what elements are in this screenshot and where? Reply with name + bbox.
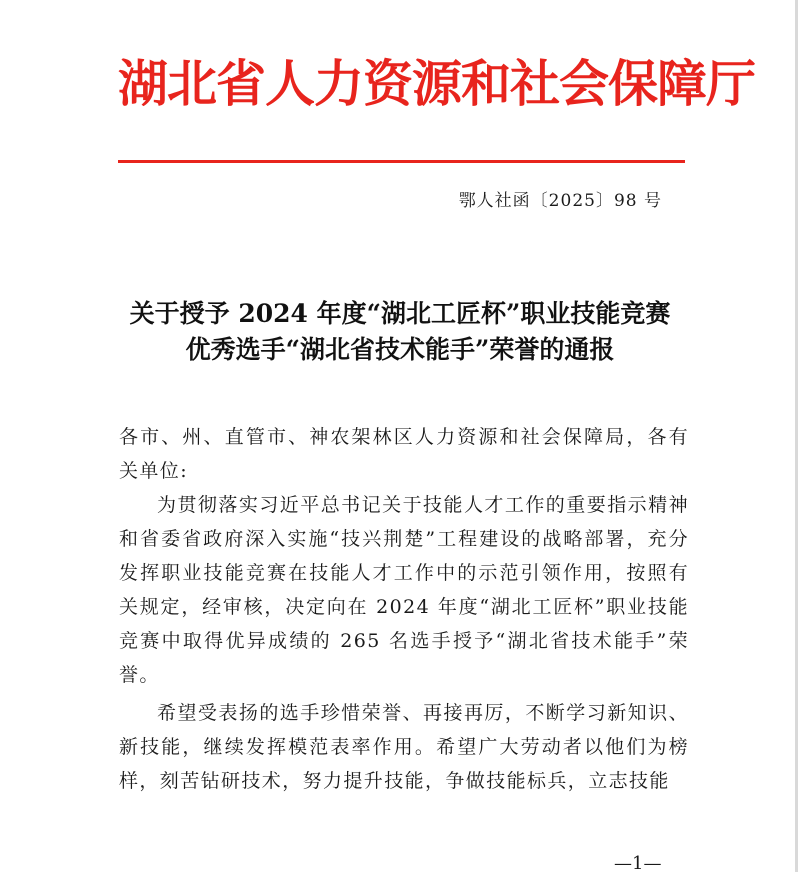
issuing-organization-title: 湖北省人力资源和社会保障厅 bbox=[118, 54, 755, 113]
document-title bbox=[90, 296, 710, 368]
page-number: —1— bbox=[614, 853, 662, 874]
body-paragraph-1: 为贯彻落实习近平总书记关于技能人才工作的重要指示精神和省委省政府深入实施“技兴荆楚”工程建设的战略部署，充分发挥职业技能竞赛在技能人才工作中的示范引领作用，按照有关规定，经审核，决定向在 2024 年度“湖北工匠杯”职业技能竞赛中取得优异成绩的 265 名选手授予“湖北省技术能手”荣誉。 bbox=[119, 494, 689, 686]
red-header-rule bbox=[118, 160, 685, 163]
document-title-line-1: 关于授予 2024 年度“湖北工匠杯”职业技能竞赛 bbox=[129, 299, 671, 328]
body-paragraph-2: 希望受表扬的选手珍惜荣誉、再接再厉，不断学习新知识、新技能，继续发挥模范表率作用。希望广大劳动者以他们为榜样，刻苦钻研技术，努力提升技能，争做技能标兵，立志技能 bbox=[119, 702, 689, 792]
document-number: 鄂人社函〔2025〕98 号 bbox=[458, 191, 662, 211]
document-body bbox=[119, 420, 689, 798]
document-title-line-2: 优秀选手“湖北省技术能手”荣誉的通报 bbox=[185, 335, 615, 364]
salutation: 各市、州、直管市、神农架林区人力资源和社会保障局，各有关单位: bbox=[119, 426, 689, 482]
